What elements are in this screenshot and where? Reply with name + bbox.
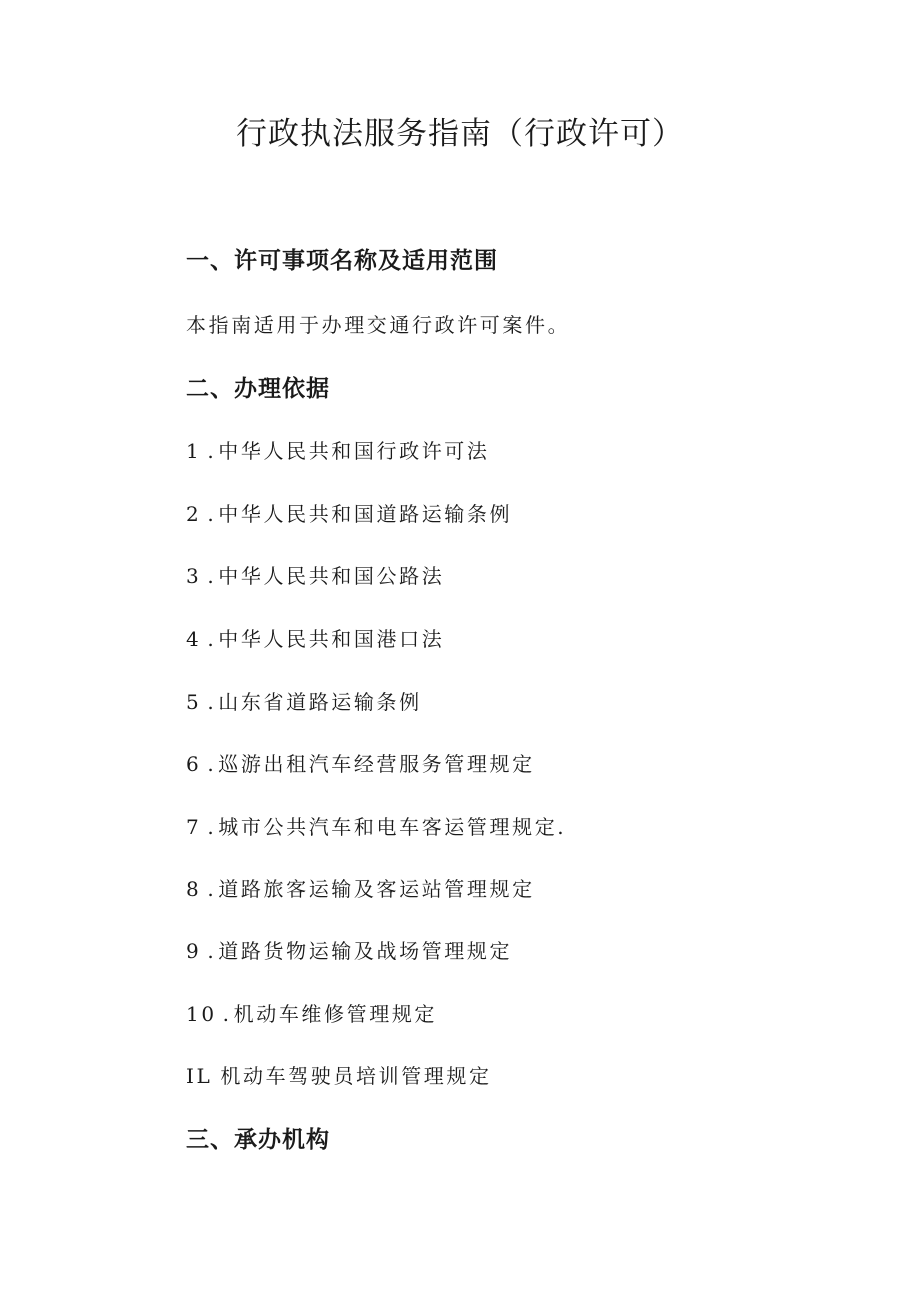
basis-list-item [186,875,535,903]
list-item-number: 5 [186,690,202,714]
list-item-number: 2 [186,502,202,526]
document-title: 行政执法服务指南（行政许可） [236,116,684,152]
basis-list-item [186,813,566,841]
list-item-text: 巡游出租汽车经营服务管理规定 [218,752,535,776]
list-item-separator: . [207,752,217,776]
basis-list-item [186,437,490,465]
list-item-number: 4 [186,627,202,651]
basis-list-item [186,562,444,590]
section-heading-agency: 三、承办机构 [186,1127,330,1153]
list-item-number: 9 [186,939,202,963]
list-item-number: 6 [186,752,202,776]
list-item-separator: . [207,627,217,651]
list-item-number: 3 [186,564,202,588]
list-item-number: 10 [186,1002,217,1026]
list-item-text: 道路货物运输及战场管理规定 [218,939,513,963]
list-item-separator: . [207,939,217,963]
section-heading-scope: 一、许可事项名称及适用范围 [186,248,498,274]
list-item-number: 8 [186,877,202,901]
list-item-separator: . [207,690,217,714]
basis-list-item [186,937,512,965]
list-item-text: 机动车驾驶员培训管理规定 [220,1064,492,1088]
list-item-number: 1 [186,439,202,463]
basis-list-item [186,688,422,716]
list-item-separator: . [207,439,217,463]
list-item-separator: . [207,877,217,901]
list-item-separator: . [207,815,217,839]
list-item-text: 中华人民共和国公路法 [218,564,445,588]
basis-list-item [186,1062,492,1090]
list-item-number: 7 [186,815,202,839]
list-item-text: 中华人民共和国行政许可法 [218,439,490,463]
list-item-text: 机动车维修管理规定 [233,1002,438,1026]
list-item-text: 道路旅客运输及客运站管理规定 [218,877,535,901]
list-item-separator: . [222,1002,232,1026]
list-item-separator: . [207,502,217,526]
list-item-text: 山东省道路运输条例 [218,690,422,714]
basis-list-item [186,625,444,653]
section-heading-basis: 二、办理依据 [186,376,330,402]
basis-list-item [186,750,535,778]
list-item-separator: . [207,564,217,588]
scope-paragraph: 本指南适用于办理交通行政许可案件。 [186,313,571,337]
basis-list-item [186,500,512,528]
basis-list-item [186,1000,437,1028]
list-item-text: 中华人民共和国道路运输条例 [218,502,513,526]
list-item-text: 中华人民共和国港口法 [218,627,445,651]
list-item-number: IL [186,1064,213,1088]
list-item-text: 城市公共汽车和电车客运管理规定. [218,815,567,839]
